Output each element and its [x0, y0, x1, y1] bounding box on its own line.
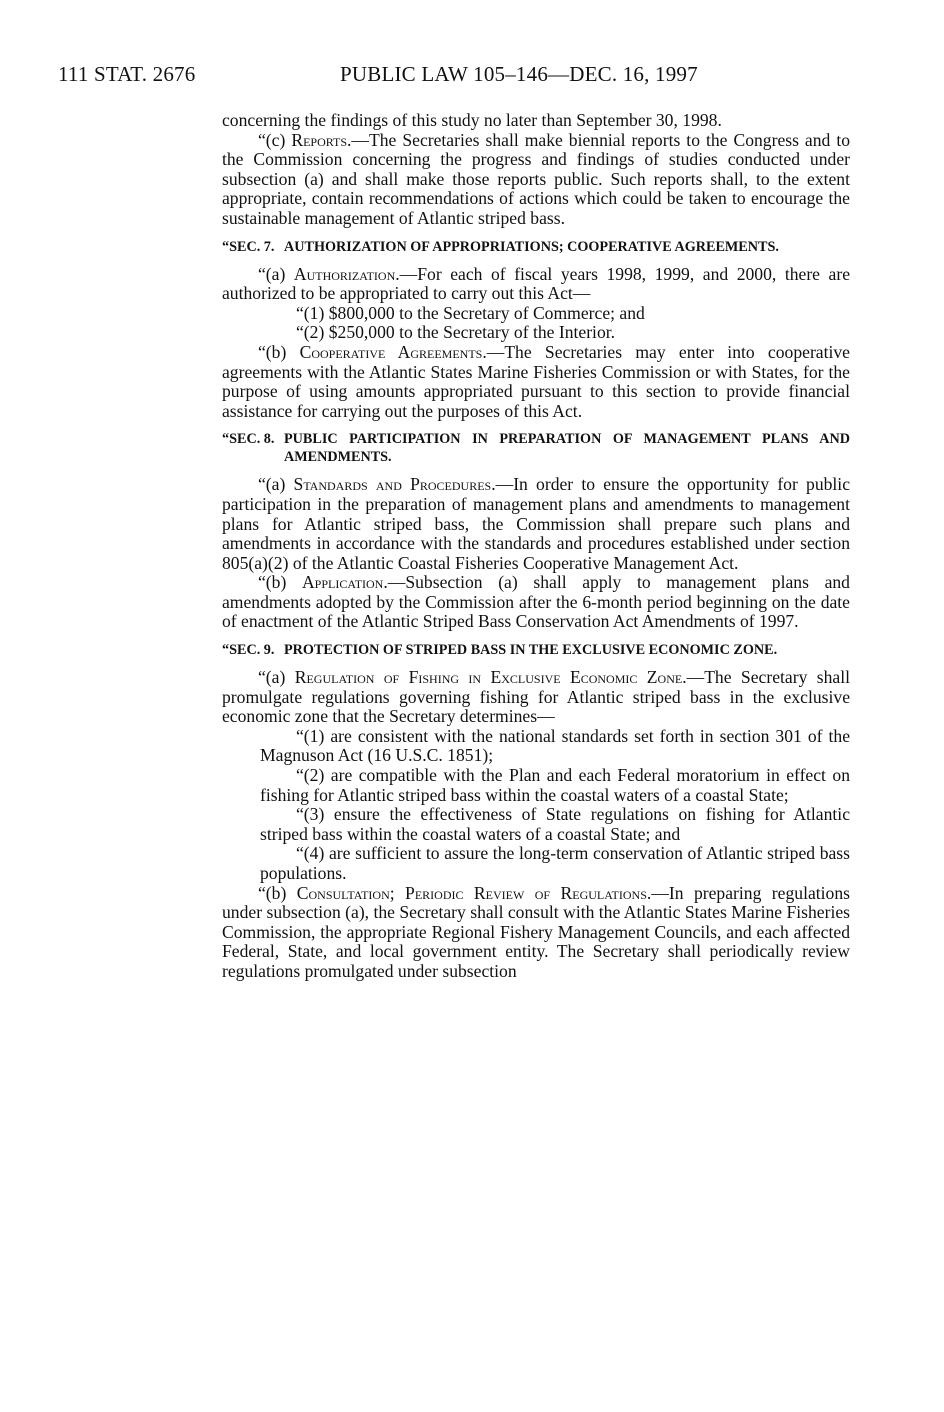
section-number: “SEC. 7.	[222, 238, 275, 255]
section-9-heading	[222, 641, 850, 659]
subsection-heading: Consultation; Periodic Review of Regulations.	[296, 882, 652, 903]
subsection-label: “(a)	[258, 474, 294, 495]
paragraph-7a-items	[222, 304, 850, 343]
list-item: “(4) are sufficient to assure the long-term conservation of Atlantic striped bass populations.	[260, 843, 850, 883]
subsection-text: —The Secretaries may enter into cooperative agreements with the Atlantic States Marine Fisheries Commission or with States, for the purpose of using amounts appropriated pursuant to this section to provide financial assistance for carrying out the purposes of this Act.	[222, 341, 850, 421]
subsection-text: —For each of fiscal years 1998, 1999, and 2000, there are authorized to be appropriated to carry out this Act—	[222, 263, 851, 304]
section-7-heading	[222, 238, 850, 256]
list-item: “(1) $800,000 to the Secretary of Commerce; and	[296, 302, 645, 323]
paragraph-8a	[222, 475, 850, 573]
subsection-label: “(c)	[258, 129, 292, 150]
subsection-label: “(b)	[258, 341, 300, 362]
subsection-text: —In order to ensure the opportunity for public participation in the preparation of management plans and amendments to management plans for Atlantic striped bass, the Commission shall prepare such plans and amendments in accordance with the standards and procedures established under section 805(a)(2) of the Atlantic Coastal Fisheries Cooperative Management Act.	[222, 474, 851, 573]
paragraph-7a	[222, 265, 850, 304]
section-title: PROTECTION OF STRIPED BASS IN THE EXCLUSIVE ECONOMIC ZONE.	[284, 642, 778, 659]
list-item: “(2) $250,000 to the Secretary of the Interior.	[296, 322, 616, 343]
paragraph-9a-items	[222, 727, 850, 884]
subsection-label: “(a)	[258, 667, 295, 688]
subsection-label: “(b)	[258, 882, 297, 903]
list-item: “(2) are compatible with the Plan and each Federal moratorium in effect on fishing for Atlantic striped bass within the coastal waters of a coastal State;	[260, 765, 850, 805]
running-header	[58, 62, 858, 88]
paragraph-c-reports	[222, 131, 850, 229]
subsection-heading: Cooperative Agreements.	[299, 341, 487, 362]
subsection-label: “(b)	[258, 572, 302, 593]
paragraph-9b	[222, 884, 850, 982]
subsection-heading: Regulation of Fishing in Exclusive Economic Zone.	[294, 667, 687, 688]
subsection-text: —Subsection (a) shall apply to management plans and amendments adopted by the Commission after the 6-month period beginning on the date of enactment of the Atlantic Striped Bass Conservation Act Amendments of 1997.	[222, 572, 850, 632]
section-title: AUTHORIZATION OF APPROPRIATIONS; COOPERATIVE AGREEMENTS.	[284, 238, 779, 255]
list-item: “(3) ensure the effectiveness of State regulations on fishing for Atlantic striped bass within the coastal waters of a coastal State; and	[260, 804, 850, 844]
section-number: “SEC. 8.	[222, 431, 275, 448]
stat-citation: 111 STAT. 2676	[58, 62, 196, 86]
subsection-label: “(a)	[258, 263, 294, 284]
paragraph-7b	[222, 343, 850, 421]
subsection-text: —In preparing regulations under subsection (a), the Secretary shall consult with the Atlantic States Marine Fisheries Commission, the appropriate Regional Fishery Management Councils, and each affected Federal, State, and local government entity. The Secretary shall periodically review regulations promulgated under subsection	[222, 882, 850, 981]
document-body	[222, 111, 850, 982]
subsection-text: —The Secretaries shall make biennial reports to the Congress and to the Commission concerning the progress and findings of studies conducted under subsection (a) and shall make those reports public. Such reports shall, to the extent appropriate, contain recommendations of actions which could be taken to encourage the sustainable management of Atlantic striped bass.	[222, 129, 850, 228]
subsection-heading: Reports.	[291, 129, 352, 150]
public-law-citation: PUBLIC LAW 105–146—DEC. 16, 1997	[340, 62, 698, 86]
paragraph-9a	[222, 668, 850, 727]
section-title: PUBLIC PARTICIPATION IN PREPARATION OF MANAGEMENT PLANS AND AMENDMENTS.	[284, 431, 850, 466]
subsection-heading: Application.	[301, 572, 388, 593]
subsection-heading: Standards and Procedures.	[293, 474, 496, 495]
paragraph-8b	[222, 573, 850, 632]
continued-paragraph: concerning the findings of this study no later than September 30, 1998.	[222, 110, 722, 130]
list-item: “(1) are consistent with the national standards set forth in section 301 of the Magnuson Act (16 U.S.C. 1851);	[260, 725, 850, 766]
section-number: “SEC. 9.	[222, 642, 275, 659]
subsection-text: —The Secretary shall promulgate regulations governing fishing for Atlantic striped bass in the exclusive economic zone that the Secretary determines—	[222, 667, 850, 727]
section-8-heading	[222, 430, 850, 466]
subsection-heading: Authorization.	[293, 263, 400, 284]
